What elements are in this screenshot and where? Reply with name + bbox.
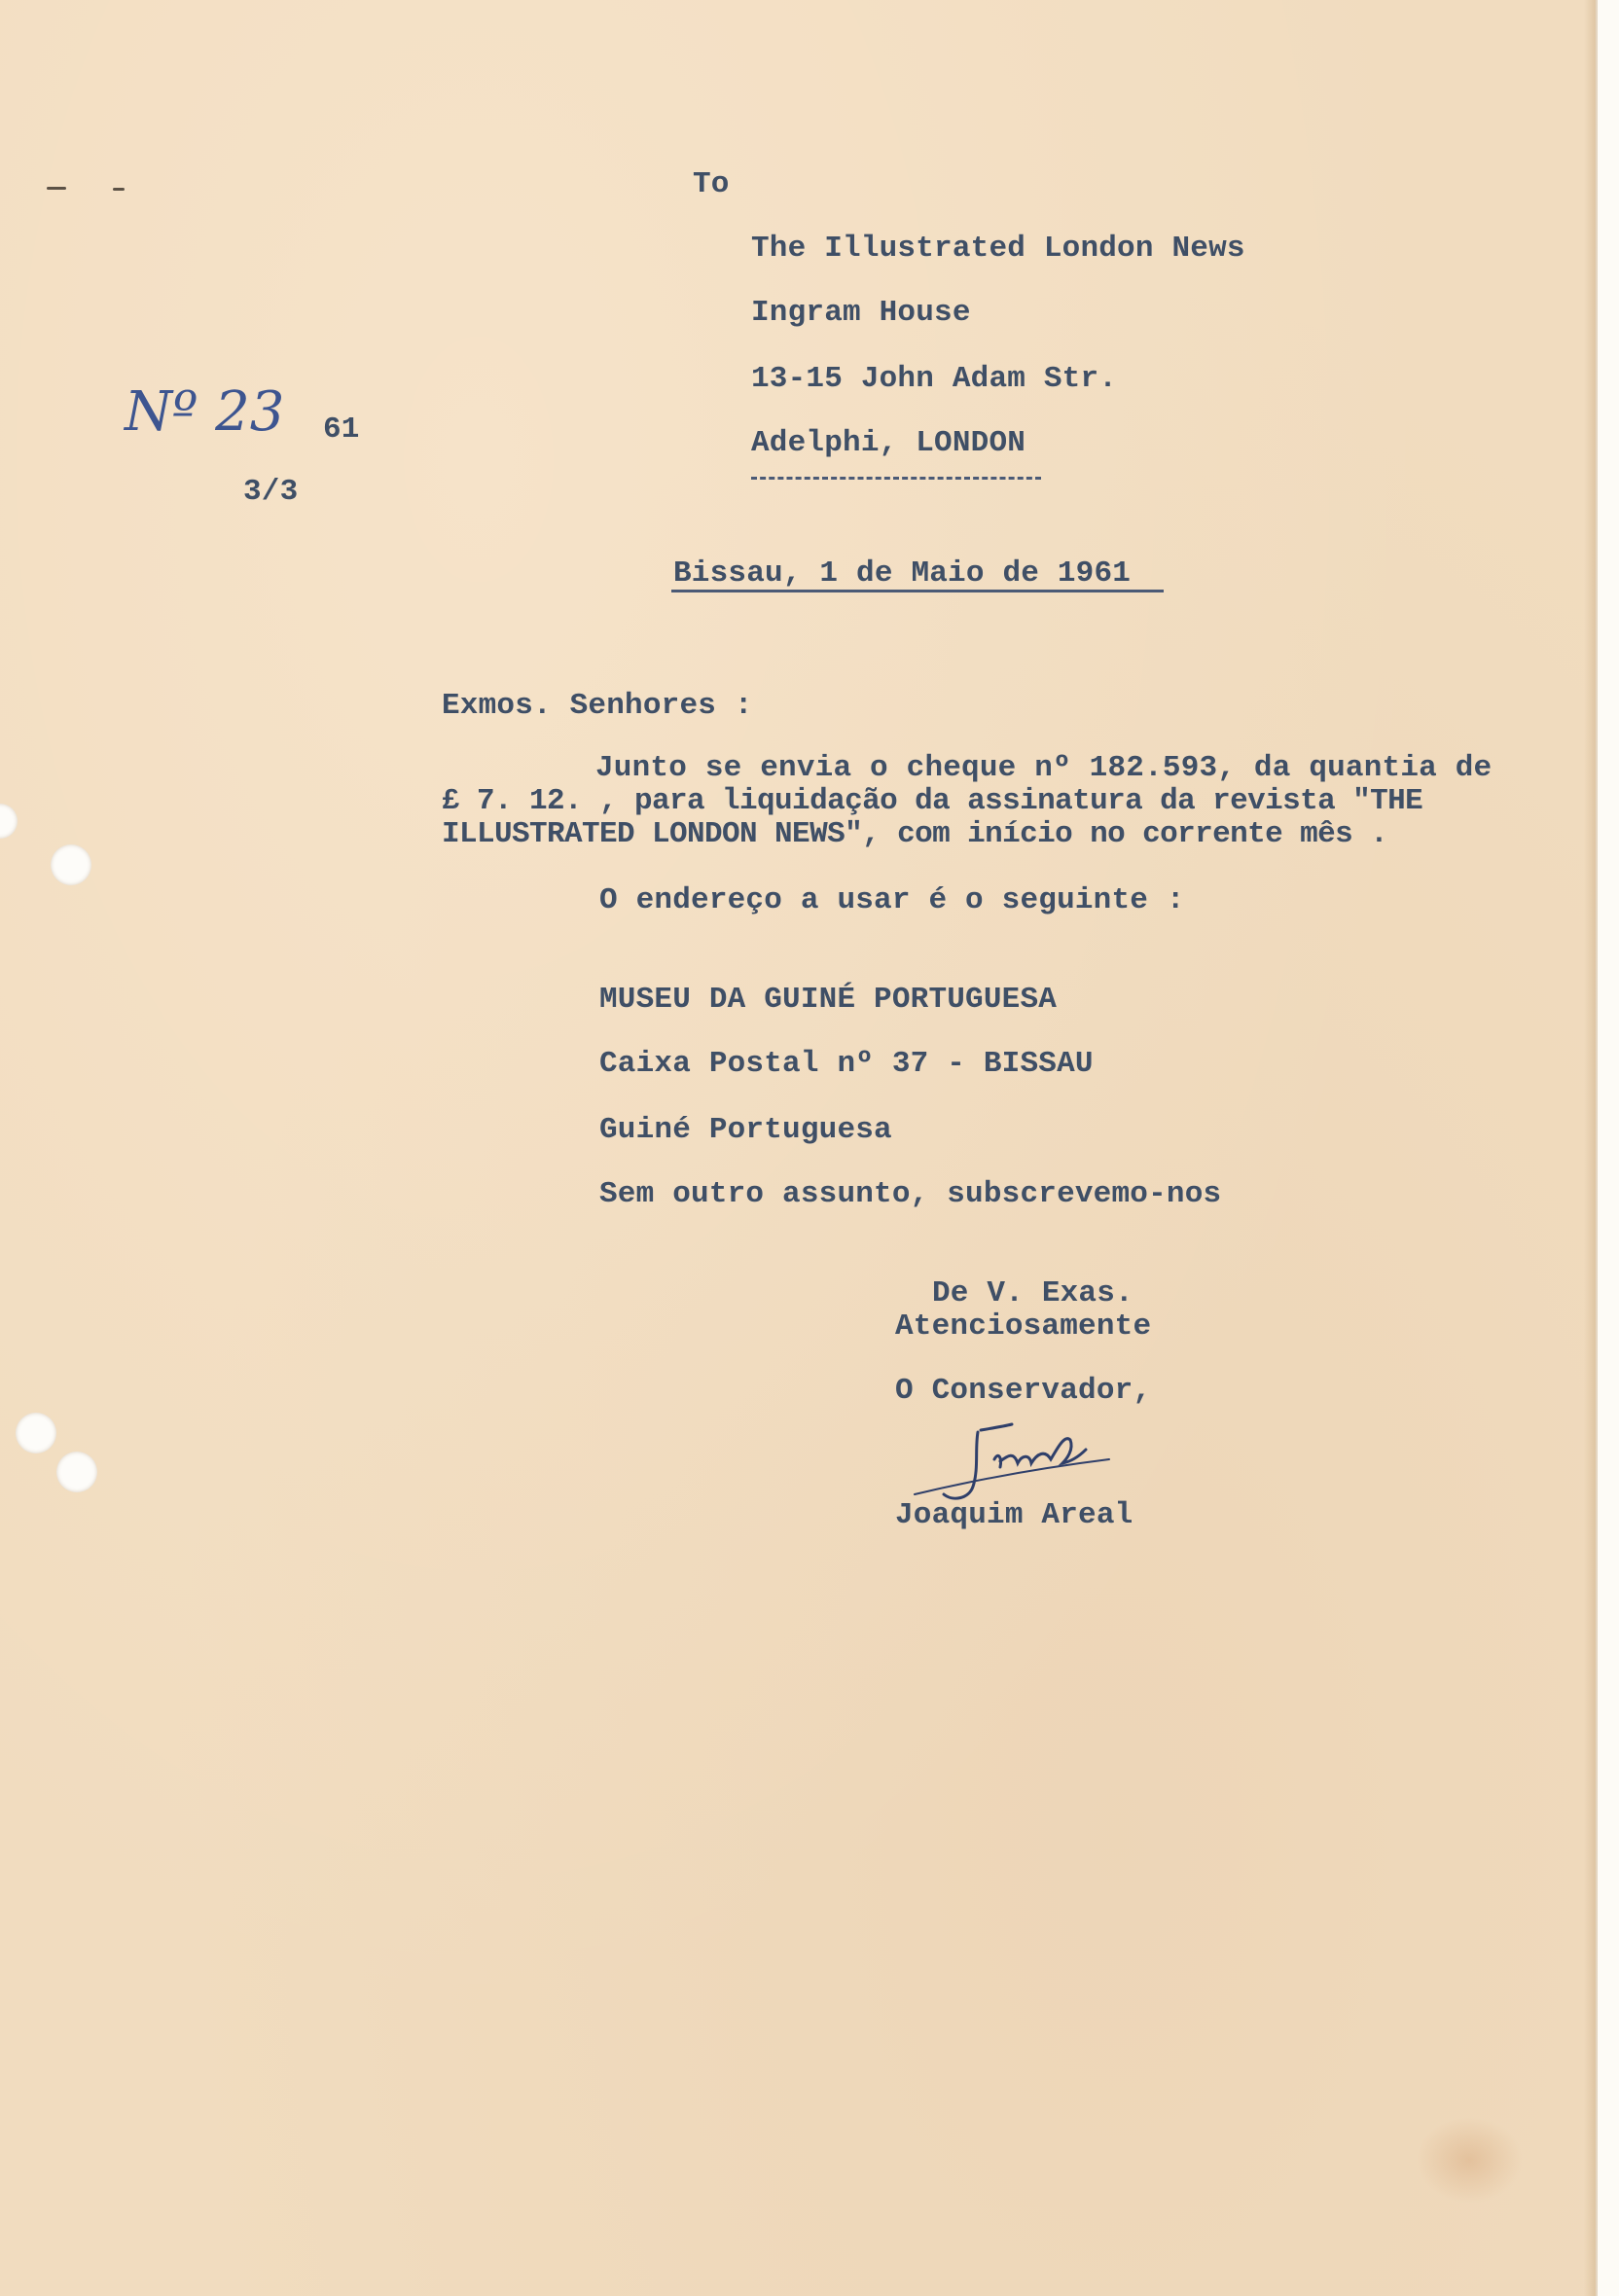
salutation: Exmos. Senhores : bbox=[442, 689, 753, 723]
closing-line-2: Atenciosamente bbox=[895, 1309, 1152, 1344]
reference-year: 61 bbox=[323, 413, 360, 447]
recipient-street: 13-15 John Adam Str. bbox=[751, 362, 1118, 396]
to-label: To bbox=[693, 167, 730, 201]
recipient-underline bbox=[751, 477, 1041, 480]
address-intro: O endereço a usar é o seguinte : bbox=[599, 883, 1185, 917]
museum-po-box: Caixa Postal nº 37 - BISSAU bbox=[599, 1047, 1094, 1081]
body-line-2: £ 7. 12. , para liquidação da assinatura da revista "THE bbox=[442, 784, 1423, 818]
reference-subnumber: 3/3 bbox=[243, 475, 299, 509]
punch-hole-edge bbox=[0, 804, 18, 839]
museum-name: MUSEU DA GUINÉ PORTUGUESA bbox=[599, 983, 1058, 1017]
recipient-building: Ingram House bbox=[751, 296, 971, 330]
signatory-name: Joaquim Areal bbox=[895, 1498, 1133, 1532]
body-line-3: ILLUSTRATED LONDON NEWS", com início no corrente mês . bbox=[442, 817, 1388, 851]
date-line: Bissau, 1 de Maio de 1961 bbox=[673, 556, 1132, 591]
closing-sentence: Sem outro assunto, subscrevemo-nos bbox=[599, 1177, 1222, 1211]
paper-stain bbox=[1416, 2116, 1523, 2204]
paper-edge bbox=[1584, 0, 1598, 2296]
recipient-name: The Illustrated London News bbox=[751, 232, 1245, 266]
signer-role: O Conservador, bbox=[895, 1374, 1152, 1408]
closing-line-1: De V. Exas. bbox=[932, 1276, 1133, 1310]
date-underline bbox=[671, 590, 1164, 592]
handwritten-reference: Nº 23 bbox=[125, 380, 285, 444]
museum-country: Guiné Portuguesa bbox=[599, 1113, 892, 1147]
punch-hole-top bbox=[51, 844, 91, 885]
punch-hole-bottom-left bbox=[16, 1413, 56, 1453]
punch-hole-bottom-right bbox=[56, 1452, 97, 1492]
margin-mark bbox=[47, 187, 66, 190]
recipient-city: Adelphi, LONDON bbox=[751, 426, 1026, 460]
margin-mark bbox=[113, 188, 125, 191]
body-line-1: Junto se envia o cheque nº 182.593, da quantia de bbox=[595, 751, 1493, 785]
